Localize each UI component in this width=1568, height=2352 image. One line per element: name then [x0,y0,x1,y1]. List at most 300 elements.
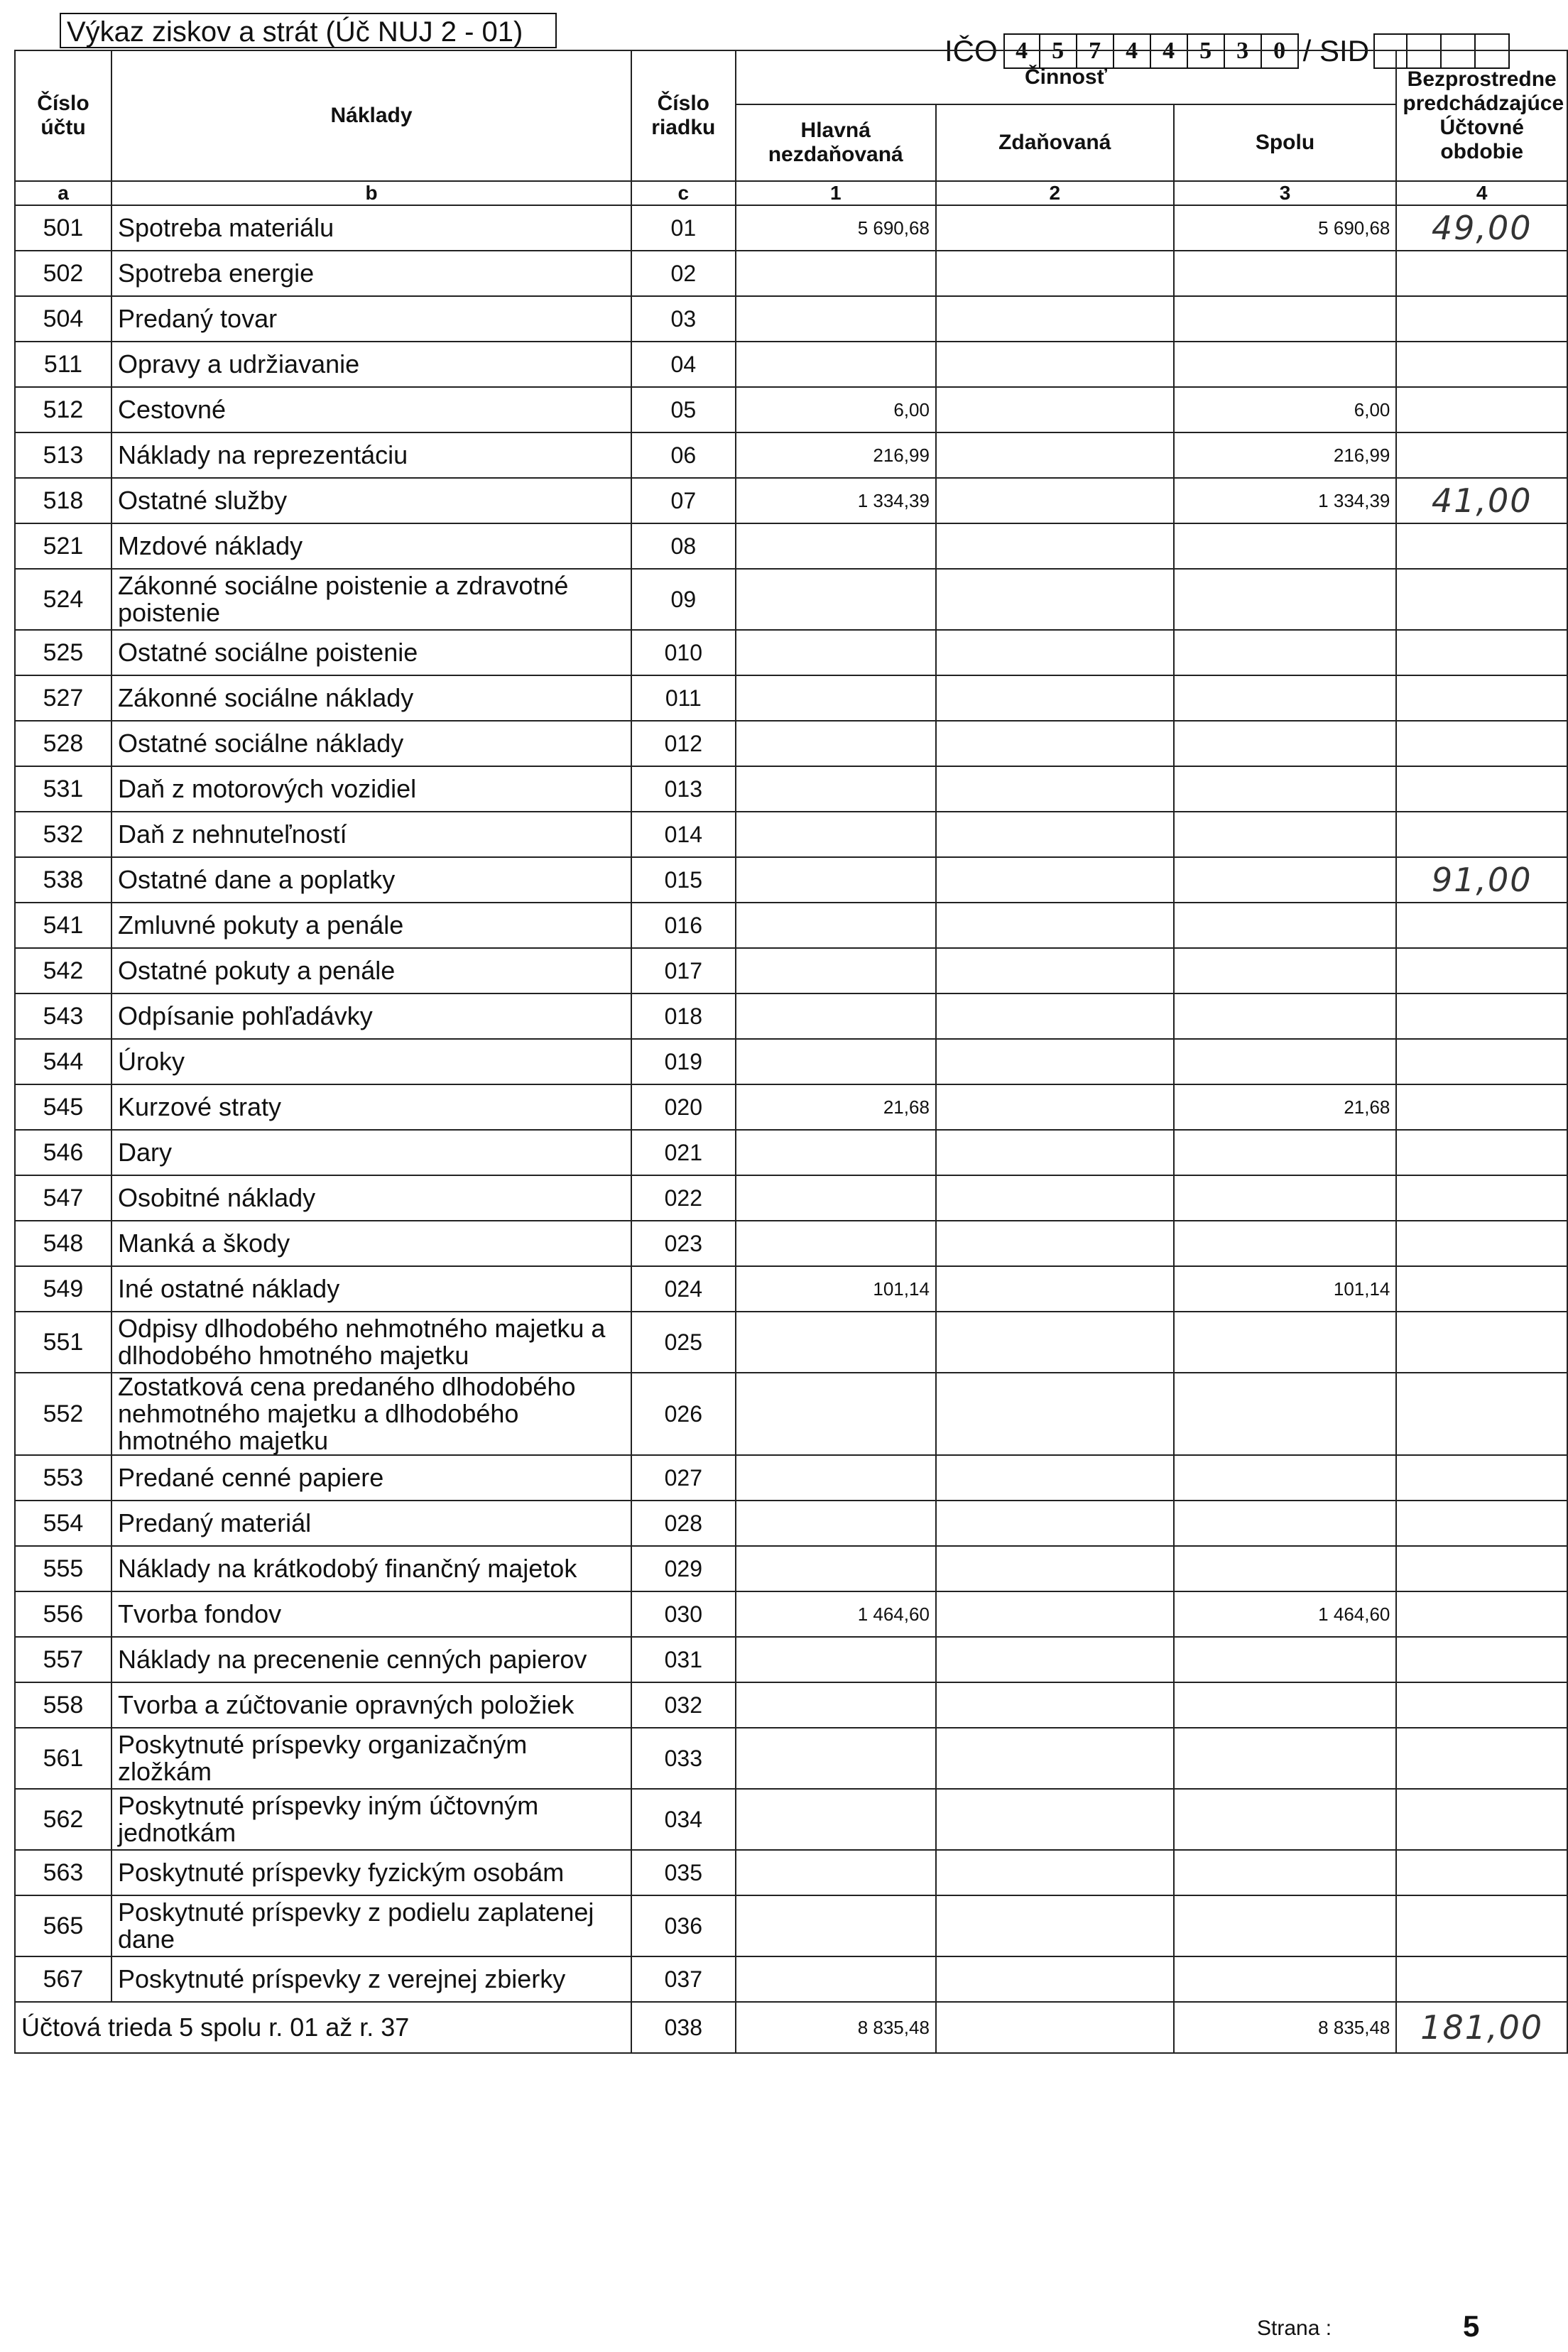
main-untaxed-value [736,1039,936,1084]
row-number: 08 [631,523,735,569]
account-number: 502 [15,251,111,296]
table-row [15,766,1567,812]
total-sum: 8 835,48 [1174,2002,1397,2053]
total-value [1174,296,1397,342]
account-number: 555 [15,1546,111,1591]
main-untaxed-value: 216,99 [736,432,936,478]
row-number: 031 [631,1637,735,1682]
account-number: 521 [15,523,111,569]
row-number: 028 [631,1501,735,1546]
table-row [15,721,1567,766]
row-number: 035 [631,1850,735,1895]
row-number: 029 [631,1546,735,1591]
table-row [15,296,1567,342]
row-number: 06 [631,432,735,478]
previous-period-value [1396,432,1567,478]
table-row [15,1895,1567,1956]
taxed-value [936,1084,1174,1130]
header-account-number: Číslo účtu [15,50,111,181]
row-number: 019 [631,1039,735,1084]
row-number: 04 [631,342,735,387]
taxed-value [936,432,1174,478]
total-previous-period: 181,00 [1396,2002,1567,2053]
table-row [15,205,1567,251]
subheader-b: b [111,181,631,205]
account-number: 528 [15,721,111,766]
total-taxed [936,2002,1174,2053]
row-number: 025 [631,1312,735,1373]
previous-period-value [1396,1956,1567,2002]
account-number: 544 [15,1039,111,1084]
main-untaxed-value [736,1455,936,1501]
previous-period-value: 91,00 [1396,857,1567,903]
previous-period-value [1396,1895,1567,1956]
main-untaxed-value [736,1175,936,1221]
previous-period-value [1396,1175,1567,1221]
expense-name: Ostatné služby [111,478,631,523]
main-untaxed-value [736,1682,936,1728]
header-row-number: Číslo riadku [631,50,735,181]
account-number: 518 [15,478,111,523]
account-number: 552 [15,1373,111,1455]
previous-period-value [1396,1546,1567,1591]
table-row [15,569,1567,630]
row-number: 030 [631,1591,735,1637]
previous-period-value [1396,1728,1567,1789]
account-number: 545 [15,1084,111,1130]
table-row [15,1266,1567,1312]
main-untaxed-value [736,1895,936,1956]
previous-period-value [1396,948,1567,993]
expense-name: Tvorba a zúčtovanie opravných položiek [111,1682,631,1728]
row-number: 034 [631,1789,735,1850]
table-row [15,1455,1567,1501]
expense-name: Tvorba fondov [111,1591,631,1637]
page-number: 5 [1463,2309,1480,2343]
total-value: 216,99 [1174,432,1397,478]
row-number: 018 [631,993,735,1039]
previous-period-value [1396,1266,1567,1312]
expense-name: Náklady na krátkodobý finančný majetok [111,1546,631,1591]
total-value: 5 690,68 [1174,205,1397,251]
row-number: 02 [631,251,735,296]
previous-period-value [1396,1789,1567,1850]
main-untaxed-value [736,1546,936,1591]
table-row [15,1501,1567,1546]
ico-digit: 7 [1077,33,1114,69]
expense-name: Ostatné sociálne poistenie [111,630,631,675]
account-number: 565 [15,1895,111,1956]
table-row [15,948,1567,993]
expense-name: Spotreba materiálu [111,205,631,251]
total-value [1174,1637,1397,1682]
table-row [15,1591,1567,1637]
total-value [1174,1895,1397,1956]
taxed-value [936,903,1174,948]
row-number: 037 [631,1956,735,2002]
row-number: 07 [631,478,735,523]
account-number: 562 [15,1789,111,1850]
account-number: 558 [15,1682,111,1728]
main-untaxed-value [736,569,936,630]
taxed-value [936,205,1174,251]
taxed-value [936,1546,1174,1591]
expense-name: Poskytnuté príspevky z verejnej zbierky [111,1956,631,2002]
expense-name: Mzdové náklady [111,523,631,569]
expense-name: Predané cenné papiere [111,1455,631,1501]
account-number: 532 [15,812,111,857]
expense-name: Náklady na reprezentáciu [111,432,631,478]
taxed-value [936,1175,1174,1221]
previous-period-value [1396,630,1567,675]
previous-period-value [1396,675,1567,721]
expense-name: Ostatné dane a poplatky [111,857,631,903]
total-value [1174,1501,1397,1546]
expense-name: Daň z nehnuteľností [111,812,631,857]
expense-name: Odpísanie pohľadávky [111,993,631,1039]
subheader-1: 1 [736,181,936,205]
main-untaxed-value [736,1373,936,1455]
account-number: 554 [15,1501,111,1546]
previous-period-value [1396,903,1567,948]
previous-period-value [1396,1637,1567,1682]
table-row [15,1789,1567,1850]
table-row [15,903,1567,948]
row-number: 05 [631,387,735,432]
taxed-value [936,675,1174,721]
subheader-a: a [15,181,111,205]
sid-label: / SID [1302,34,1370,67]
taxed-value [936,1637,1174,1682]
total-value [1174,251,1397,296]
taxed-value [936,993,1174,1039]
main-untaxed-value [736,1637,936,1682]
table-row [15,1956,1567,2002]
header-total: Spolu [1174,104,1397,181]
account-number: 553 [15,1455,111,1501]
total-value [1174,675,1397,721]
total-value: 21,68 [1174,1084,1397,1130]
taxed-value [936,1850,1174,1895]
total-main-untaxed: 8 835,48 [736,2002,936,2053]
expense-name: Daň z motorových vozidiel [111,766,631,812]
row-number: 012 [631,721,735,766]
taxed-value [936,1455,1174,1501]
taxed-value [936,1501,1174,1546]
table-row [15,1637,1567,1682]
taxed-value [936,251,1174,296]
taxed-value [936,948,1174,993]
previous-period-value [1396,1039,1567,1084]
table-row [15,1728,1567,1789]
expense-name: Poskytnuté príspevky z podielu zaplatenej dane [111,1895,631,1956]
expense-name: Predaný tovar [111,296,631,342]
subheader-3: 3 [1174,181,1397,205]
previous-period-value: 41,00 [1396,478,1567,523]
total-row [15,2002,1567,2053]
table-row [15,812,1567,857]
main-untaxed-value [736,948,936,993]
main-untaxed-value [736,993,936,1039]
total-value [1174,1221,1397,1266]
expense-name: Opravy a udržiavanie [111,342,631,387]
expense-name: Manká a škody [111,1221,631,1266]
total-value [1174,1850,1397,1895]
previous-period-value [1396,342,1567,387]
taxed-value [936,1130,1174,1175]
main-untaxed-value: 1 334,39 [736,478,936,523]
account-number: 556 [15,1591,111,1637]
previous-period-value [1396,1084,1567,1130]
account-number: 548 [15,1221,111,1266]
main-untaxed-value [736,523,936,569]
main-untaxed-value [736,675,936,721]
expense-name: Poskytnuté príspevky fyzickým osobám [111,1850,631,1895]
account-number: 563 [15,1850,111,1895]
main-untaxed-value [736,857,936,903]
table-row [15,630,1567,675]
total-value [1174,1373,1397,1455]
ico-digit: 5 [1040,33,1077,69]
table-row [15,1312,1567,1373]
taxed-value [936,1312,1174,1373]
total-value [1174,1728,1397,1789]
row-number: 016 [631,903,735,948]
header-taxed: Zdaňovaná [936,104,1174,181]
main-untaxed-value [736,251,936,296]
taxed-value [936,1895,1174,1956]
total-value [1174,766,1397,812]
total-value [1174,630,1397,675]
account-number: 538 [15,857,111,903]
taxed-value [936,1956,1174,2002]
previous-period-value [1396,1455,1567,1501]
account-number: 541 [15,903,111,948]
table-row [15,1130,1567,1175]
account-number: 513 [15,432,111,478]
total-value [1174,903,1397,948]
table-row [15,993,1567,1039]
taxed-value [936,812,1174,857]
taxed-value [936,766,1174,812]
subheader-4: 4 [1396,181,1567,205]
taxed-value [936,1682,1174,1728]
row-number: 01 [631,205,735,251]
expense-name: Ostatné pokuty a penále [111,948,631,993]
account-number: 567 [15,1956,111,2002]
expense-name: Iné ostatné náklady [111,1266,631,1312]
taxed-value [936,1373,1174,1455]
table-body [15,205,1567,2053]
total-value [1174,1130,1397,1175]
total-value [1174,1455,1397,1501]
taxed-value [936,857,1174,903]
total-value [1174,1956,1397,2002]
previous-period-value [1396,296,1567,342]
previous-period-value [1396,766,1567,812]
main-untaxed-value [736,1956,936,2002]
previous-period-value [1396,1130,1567,1175]
account-number: 557 [15,1637,111,1682]
ico-digit: 4 [1114,33,1151,69]
expense-table [14,50,1568,2054]
expense-name: Ostatné sociálne náklady [111,721,631,766]
table-row [15,675,1567,721]
taxed-value [936,1266,1174,1312]
expense-name: Odpisy dlhodobého nehmotného majetku a dlhodobého hmotného majetku [111,1312,631,1373]
table-row [15,857,1567,903]
account-number: 504 [15,296,111,342]
header-main-untaxed: Hlavná nezdaňovaná [736,104,936,181]
account-number: 527 [15,675,111,721]
taxed-value [936,296,1174,342]
ico-digit: 0 [1262,33,1299,69]
main-untaxed-value [736,630,936,675]
taxed-value [936,1039,1174,1084]
expense-name: Kurzové straty [111,1084,631,1130]
ico-label: IČO [944,34,998,67]
previous-period-value [1396,387,1567,432]
total-value [1174,1682,1397,1728]
taxed-value [936,1728,1174,1789]
table-row [15,387,1567,432]
row-number: 015 [631,857,735,903]
table-row [15,1221,1567,1266]
expense-name: Cestovné [111,387,631,432]
total-value: 6,00 [1174,387,1397,432]
expense-name: Predaný materiál [111,1501,631,1546]
row-number: 036 [631,1895,735,1956]
expense-name: Poskytnuté príspevky iným účtovným jednotkám [111,1789,631,1850]
table-row [15,523,1567,569]
total-value [1174,948,1397,993]
taxed-value [936,1789,1174,1850]
row-number: 022 [631,1175,735,1221]
main-untaxed-value [736,812,936,857]
expense-name: Zákonné sociálne poistenie a zdravotné poistenie [111,569,631,630]
total-value [1174,342,1397,387]
account-number: 549 [15,1266,111,1312]
total-value [1174,721,1397,766]
main-untaxed-value [736,1501,936,1546]
previous-period-value [1396,812,1567,857]
subheader-c: c [631,181,735,205]
previous-period-value: 49,00 [1396,205,1567,251]
main-untaxed-value [736,1130,936,1175]
ico-digit: 4 [1003,33,1040,69]
row-number: 023 [631,1221,735,1266]
row-number: 010 [631,630,735,675]
main-untaxed-value [736,766,936,812]
previous-period-value [1396,1501,1567,1546]
total-value [1174,523,1397,569]
taxed-value [936,342,1174,387]
main-untaxed-value [736,342,936,387]
table-row [15,1850,1567,1895]
previous-period-value [1396,251,1567,296]
row-number: 017 [631,948,735,993]
main-untaxed-value: 6,00 [736,387,936,432]
taxed-value [936,478,1174,523]
total-value [1174,1312,1397,1373]
account-number: 501 [15,205,111,251]
header-previous-period: Bezprostredne predchádzajúce Účtovné obdobie [1396,50,1567,181]
previous-period-value [1396,721,1567,766]
total-value [1174,993,1397,1039]
row-number: 09 [631,569,735,630]
main-untaxed-value: 1 464,60 [736,1591,936,1637]
row-number: 011 [631,675,735,721]
total-value: 1 464,60 [1174,1591,1397,1637]
taxed-value [936,721,1174,766]
page-label: Strana : [1257,2316,1332,2340]
main-untaxed-value: 101,14 [736,1266,936,1312]
previous-period-value [1396,1591,1567,1637]
row-number: 033 [631,1728,735,1789]
total-value: 101,14 [1174,1266,1397,1312]
account-number: 561 [15,1728,111,1789]
total-value [1174,812,1397,857]
account-number: 525 [15,630,111,675]
row-number: 027 [631,1455,735,1501]
total-value [1174,1175,1397,1221]
subheader-2: 2 [936,181,1174,205]
ico-digit: 5 [1188,33,1225,69]
total-value [1174,857,1397,903]
account-number: 546 [15,1130,111,1175]
previous-period-value [1396,1221,1567,1266]
account-number: 511 [15,342,111,387]
total-value: 1 334,39 [1174,478,1397,523]
row-number: 024 [631,1266,735,1312]
expense-name: Úroky [111,1039,631,1084]
previous-period-value [1396,523,1567,569]
taxed-value [936,630,1174,675]
row-number: 032 [631,1682,735,1728]
main-untaxed-value: 5 690,68 [736,205,936,251]
expense-name: Zostatková cena predaného dlhodobého nehmotného majetku a dlhodobého hmotného majetku [111,1373,631,1455]
main-untaxed-value: 21,68 [736,1084,936,1130]
expense-name: Náklady na precenenie cenných papierov [111,1637,631,1682]
expense-name: Poskytnuté príspevky organizačným zložkám [111,1728,631,1789]
account-number: 524 [15,569,111,630]
main-untaxed-value [736,903,936,948]
main-untaxed-value [736,1789,936,1850]
row-number: 021 [631,1130,735,1175]
row-number: 026 [631,1373,735,1455]
previous-period-value [1396,1682,1567,1728]
expense-name: Spotreba energie [111,251,631,296]
table-row [15,251,1567,296]
account-number: 512 [15,387,111,432]
account-number: 551 [15,1312,111,1373]
taxed-value [936,1591,1174,1637]
main-untaxed-value [736,1850,936,1895]
previous-period-value [1396,1373,1567,1455]
taxed-value [936,387,1174,432]
main-untaxed-value [736,1221,936,1266]
ico-digit: 4 [1151,33,1188,69]
total-value [1174,569,1397,630]
table-row [15,432,1567,478]
row-number: 014 [631,812,735,857]
total-value [1174,1546,1397,1591]
header-expenses: Náklady [111,50,631,181]
table-row [15,1175,1567,1221]
table-row [15,1682,1567,1728]
main-untaxed-value [736,1728,936,1789]
taxed-value [936,1221,1174,1266]
